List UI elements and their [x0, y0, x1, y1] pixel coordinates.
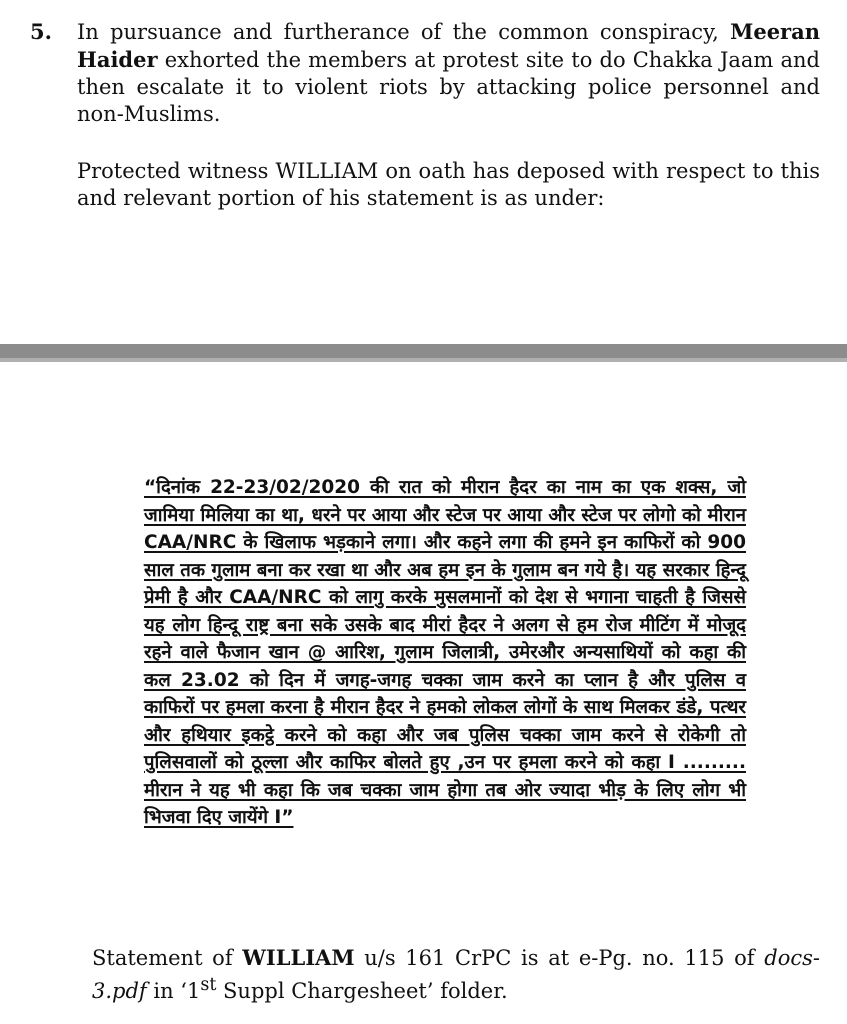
hindi-quoted-statement: “दिनांक 22-23/02/2020 की रात को मीरान हैदर का नाम का एक शक्स, जो जामिया मिलिया का था, धरने पर आया और स्टेज पर आया और स्टेज पर लोगो को मीरान CAA/NRC के खिलाफ भड़काने लगा। और कहने लगा की हमने इन काफिरों को 900 साल तक गुलाम बना कर रखा था और अब हम इन के गुलाम बन गये है। यह सरकार हिन्दू प्रेमी है और CAA/NRC को लागु करके मुसलमानों को देश से भगाना चाहती है जिससे यह लोग हिन्दू राष्ट्र बना सके उसके बाद मीरां हैदर ने अलग से हम रोज मीटिंग में मोजूद रहने वाले फैजान खान @ आरिश, गुलाम जिलात्री, उमेरऔर अन्यसाथियों को कहा की कल 23.02 को दिन में जगह-जगह चक्का जाम करने का प्लान है और पुलिस व काफिरों पर हमला करना है मीरान हैदर ने हमको लोकल लोगों के साथ मिलकर डंडे, पत्थर और हथियार इकट्ठे करने को कहा और जब पुलिस चक्का जाम करने से रोकेगी तो पुलिसवालों को ठूल्ला और काफिर बोलते हुए ,उन पर हमला करने को कहा I ......... मीरान ने यह भी कहा कि जब चक्का जाम होगा तब ओर ज्यादा भीड़ के लिए लोग भी भिजवा दिए जायेंगे I”	[144, 477, 746, 828]
witness-intro: Protected witness WILLIAM on oath has deposed with respect to this and relevant portion of his statement is as under:	[77, 159, 820, 210]
witness-name: WILLIAM	[242, 945, 355, 970]
paragraph-5	[30, 18, 820, 128]
accused-name: Meeran Haider	[77, 19, 820, 72]
statement-reference: Statement of WILLIAM u/s 161 CrPC is at e-Pg. no. 115 of docs-3.pdf in ‘1st Suppl Chargesheet’ folder.	[92, 945, 820, 1003]
separator-bar	[0, 344, 847, 362]
file-name: docs-3.pdf	[92, 946, 820, 1003]
paragraph-number: 5.	[30, 19, 52, 44]
paragraph-5-text: In pursuance and furtherance of the common conspiracy, Meeran Haider exhorted the members at protest site to do Chakka Jaam and then escalate it to violent riots by attacking police personnel and non-Muslims.	[77, 19, 820, 126]
